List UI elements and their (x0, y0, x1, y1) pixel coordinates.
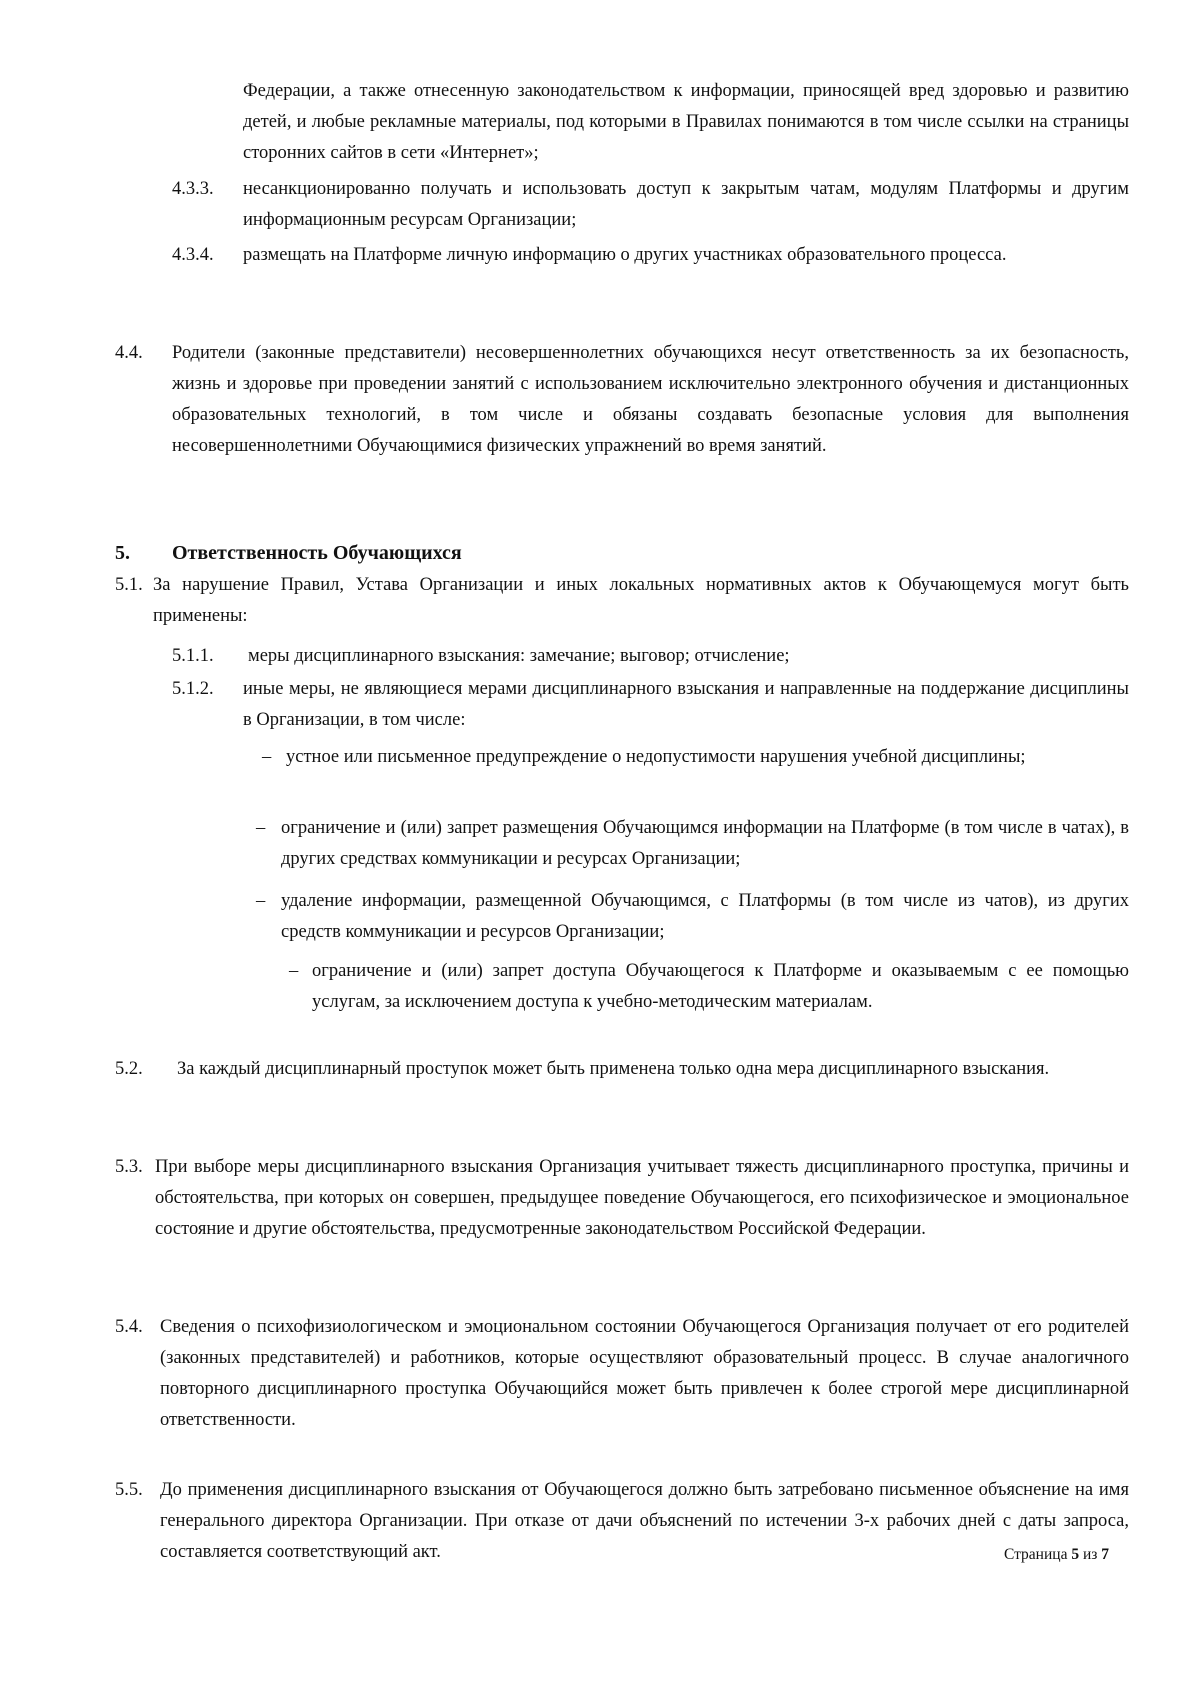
bullet-text-3: удаление информации, размещенной Обучающимся, с Платформы (в том числе из чатов), из других средств коммуникации и ресурсов Организации; (281, 891, 1129, 942)
item-number-4-3-3: 4.3.3. (172, 179, 214, 199)
item-number-5-1: 5.1. (115, 575, 143, 595)
bullet-dash: – (262, 747, 272, 767)
item-text-5-1-2: иные меры, не являющиеся мерами дисциплинарного взыскания и направленные на поддержание дисциплины в Организации, в том числе: (243, 679, 1129, 730)
paragraph-continuation: Федерации, а также отнесенную законодательством к информации, приносящей вред здоровью и развитию детей, и любые рекламные материалы, под которыми в Правилах понимаются в том числе ссылки на страницы сторонних сайтов в сети «Интернет»; (243, 81, 1129, 163)
bullet-text-4: ограничение и (или) запрет доступа Обучающегося к Платформе и оказываемым с ее помощью услугам, за исключением доступа к учебно-методическим материалам. (312, 961, 1129, 1012)
bullet-dash: – (256, 818, 266, 838)
item-number-5-4: 5.4. (115, 1317, 143, 1337)
page-footer (1004, 1546, 1109, 1564)
item-text-5-1-content: За нарушение Правил, Устава Организации и иных локальных нормативных актов к Обучающемуся могут быть применены: (153, 575, 1129, 626)
item-number-5-2: 5.2. (115, 1059, 143, 1079)
item-text-5-1 (153, 570, 1129, 632)
section-title: Ответственность Обучающихся (172, 542, 462, 564)
footer-separator: из (1082, 1546, 1098, 1563)
item-text-4-3-3: несанкционированно получать и использовать доступ к закрытым чатам, модулям Платформы и другим информационным ресурсам Организации; (243, 179, 1129, 230)
item-text-5-2: За каждый дисциплинарный проступок может быть применена только одна мера дисциплинарного взыскания. (177, 1059, 1050, 1079)
item-text-5-4: Сведения о психофизиологическом и эмоциональном состоянии Обучающегося Организация получает от его родителей (законных представителей) и работников, которые осуществляют образовательный процесс. В случае аналогичного повторного дисциплинарного проступка Обучающийся может быть привлечен к более строгой мере дисциплинарной ответственности. (160, 1317, 1129, 1430)
item-text-5-1-1: меры дисциплинарного взыскания: замечание; выговор; отчисление; (248, 646, 790, 666)
item-text-4-4: Родители (законные представители) несовершеннолетних обучающихся несут ответственность за их безопасность, жизнь и здоровье при проведении занятий с использованием исключительно электронного обучения и дистанционных образовательных технологий, в том числе и обязаны создавать безопасные условия для выполнения несовершеннолетними Обучающимися физических упражнений во время занятий. (172, 343, 1129, 456)
section-number: 5. (115, 542, 130, 564)
item-number-5-1-1: 5.1.1. (172, 646, 214, 666)
footer-total-pages: 7 (1101, 1546, 1109, 1563)
footer-label: Страница (1003, 1546, 1068, 1563)
item-number-4-4: 4.4. (115, 343, 143, 363)
item-number-5-3: 5.3. (115, 1157, 143, 1177)
item-text-5-5: До применения дисциплинарного взыскания от Обучающегося должно быть затребовано письменное объяснение на имя генерального директора Организации. При отказе от дачи объяснений по истечении 3-х рабочих дней с даты запроса, составляется соответствующий акт. (160, 1480, 1129, 1562)
item-text-5-3: При выборе меры дисциплинарного взыскания Организация учитывает тяжесть дисциплинарного проступка, причины и обстоятельства, при которых он совершен, предыдущее поведение Обучающегося, его психофизическое и эмоциональное состояние и другие обстоятельства, предусмотренные законодательством Российской Федерации. (155, 1157, 1129, 1239)
footer-current-page: 5 (1071, 1546, 1080, 1563)
item-number-5-1-2: 5.1.2. (172, 679, 214, 699)
item-text-4-3-4: размещать на Платформе личную информацию о других участниках образовательного процесса. (243, 245, 1007, 265)
bullet-text-2: ограничение и (или) запрет размещения Обучающимся информации на Платформе (в том числе в чатах), в других средствах коммуникации и ресурсах Организации; (281, 818, 1129, 869)
item-number-4-3-4: 4.3.4. (172, 245, 214, 265)
bullet-dash: – (256, 891, 266, 911)
bullet-text-1: устное или письменное предупреждение о недопустимости нарушения учебной дисциплины; (286, 747, 1026, 767)
bullet-dash: – (289, 961, 299, 981)
item-number-5-5: 5.5. (115, 1480, 143, 1500)
